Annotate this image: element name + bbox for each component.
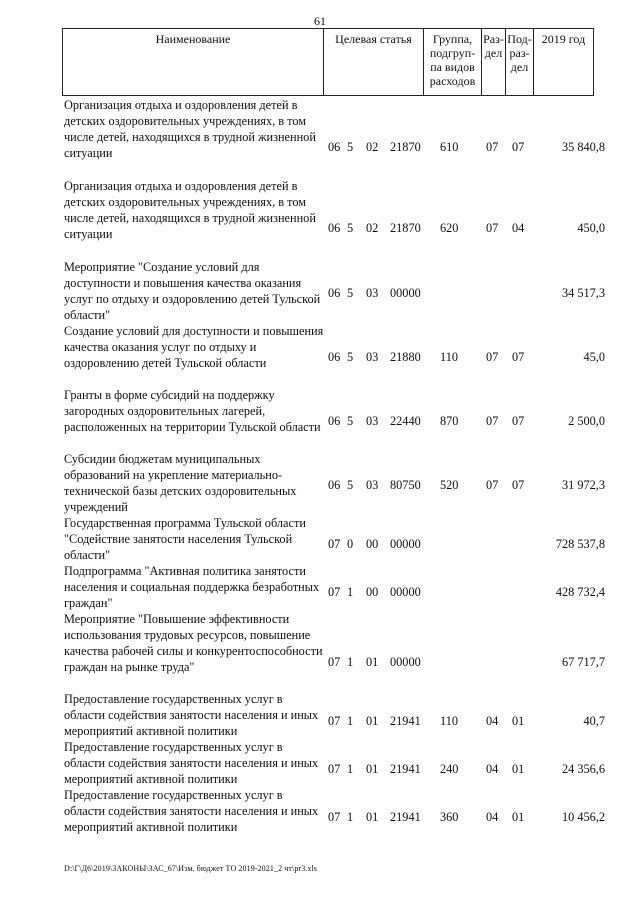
section-code: 04 <box>486 714 499 728</box>
header-name: Наименование <box>62 28 324 96</box>
amount-value: 24 356,6 <box>561 762 605 776</box>
group-code: 520 <box>440 478 459 492</box>
target-part-2: 5 <box>347 286 354 300</box>
row-name: Мероприятие "Создание условий для доступности и повышения качества оказания услуг по отдыху и оздоровлению детей Тульской области" <box>64 260 321 322</box>
subsection-code: 04 <box>512 221 525 235</box>
amount-value: 450,0 <box>577 221 605 235</box>
group-code: 360 <box>440 810 459 824</box>
section-code: 07 <box>486 350 499 364</box>
row-name: Субсидии бюджетам муниципальных образований на укрепление материально-технической базы детских оздоровительных учреждений <box>64 452 297 514</box>
target-part-3: 03 <box>366 350 379 364</box>
target-part-4: 21870 <box>390 140 421 154</box>
subsection-code: 01 <box>512 714 525 728</box>
target-part-3: 00 <box>366 585 379 599</box>
row-name: Гранты в форме субсидий на поддержку загородных оздоровительных лагерей, расположенных на территории Тульской области <box>64 388 321 434</box>
target-part-4: 21880 <box>390 350 421 364</box>
row-name: Организация отдыха и оздоровления детей в детских оздоровительных учреждениях, в том числе детей, находящихся в трудной жизненной ситуации <box>64 179 316 241</box>
subsection-code: 07 <box>512 414 525 428</box>
target-part-1: 07 <box>328 810 341 824</box>
amount-value: 35 840,8 <box>561 140 605 154</box>
header-target: Целевая статья <box>324 28 424 96</box>
header-subsection: Под-раз-дел <box>506 28 534 96</box>
section-code: 04 <box>486 762 499 776</box>
page-number: 61 <box>314 14 326 28</box>
target-part-2: 0 <box>347 537 354 551</box>
row-name: Мероприятие "Повышение эффективности использования трудовых ресурсов, повышение качества рабочей силы и конкурентоспособности граждан на рынке труда" <box>64 612 323 674</box>
target-part-2: 5 <box>347 140 354 154</box>
row-name: Государственная программа Тульской области "Содействие занятости населения Тульской области" <box>64 516 306 562</box>
footer-file-path: D:\Г\Д6\2019\ЗАКОНЫ\ЗАС_67\Изм. бюджет ТО 2019-2021_2 чт\pr3.xls <box>64 864 318 873</box>
row-name: Подпрограмма "Активная политика занятости населения и социальная поддержка безработных граждан" <box>64 564 320 610</box>
target-part-1: 07 <box>328 585 341 599</box>
table-header <box>62 28 594 96</box>
subsection-code: 01 <box>512 762 525 776</box>
target-part-2: 1 <box>347 810 354 824</box>
section-code: 04 <box>486 810 499 824</box>
target-part-4: 21941 <box>390 762 421 776</box>
target-part-2: 1 <box>347 585 354 599</box>
subsection-code: 07 <box>512 350 525 364</box>
section-code: 07 <box>486 221 499 235</box>
target-part-1: 06 <box>328 414 341 428</box>
section-code: 07 <box>486 414 499 428</box>
subsection-code: 07 <box>512 140 525 154</box>
target-part-2: 1 <box>347 714 354 728</box>
target-part-2: 5 <box>347 221 354 235</box>
row-name: Предоставление государственных услуг в области содействия занятости населения и иных мероприятий активной политики <box>64 740 319 786</box>
target-part-3: 02 <box>366 221 379 235</box>
row-name: Предоставление государственных услуг в области содействия занятости населения и иных мероприятий активной политики <box>64 692 319 738</box>
target-part-1: 06 <box>328 286 341 300</box>
target-part-2: 5 <box>347 350 354 364</box>
amount-value: 428 732,4 <box>555 585 605 599</box>
target-part-3: 03 <box>366 414 379 428</box>
target-part-4: 00000 <box>390 655 421 669</box>
target-part-3: 01 <box>366 714 379 728</box>
row-name: Предоставление государственных услуг в области содействия занятости населения и иных мероприятий активной политики <box>64 788 319 834</box>
target-part-1: 06 <box>328 140 341 154</box>
target-part-1: 06 <box>328 350 341 364</box>
target-part-3: 03 <box>366 286 379 300</box>
target-part-4: 00000 <box>390 585 421 599</box>
amount-value: 728 537,8 <box>555 537 605 551</box>
group-code: 620 <box>440 221 459 235</box>
subsection-code: 01 <box>512 810 525 824</box>
group-code: 870 <box>440 414 459 428</box>
target-part-1: 07 <box>328 762 341 776</box>
amount-value: 34 517,3 <box>561 286 605 300</box>
row-name: Организация отдыха и оздоровления детей в детских оздоровительных учреждениях, в том числе детей, находящихся в трудной жизненной ситуации <box>64 98 316 160</box>
target-part-1: 07 <box>328 655 341 669</box>
target-part-4: 00000 <box>390 537 421 551</box>
target-part-4: 21941 <box>390 714 421 728</box>
target-part-3: 00 <box>366 537 379 551</box>
amount-value: 67 717,7 <box>561 655 605 669</box>
group-code: 240 <box>440 762 459 776</box>
amount-value: 2 500,0 <box>568 414 605 428</box>
target-part-1: 07 <box>328 714 341 728</box>
target-part-3: 01 <box>366 810 379 824</box>
target-part-4: 22440 <box>390 414 421 428</box>
target-part-2: 5 <box>347 414 354 428</box>
header-group: Группа, подгруп-па видов расходов <box>424 28 482 96</box>
target-part-2: 5 <box>347 478 354 492</box>
row-name: Создание условий для доступности и повышения качества оказания услуг по отдыху и оздоровлению детей Тульской области <box>64 324 324 370</box>
target-part-4: 21870 <box>390 221 421 235</box>
subsection-code: 07 <box>512 478 525 492</box>
target-part-4: 00000 <box>390 286 421 300</box>
group-code: 110 <box>440 350 458 364</box>
target-part-3: 03 <box>366 478 379 492</box>
group-code: 610 <box>440 140 459 154</box>
target-part-4: 21941 <box>390 810 421 824</box>
amount-value: 45,0 <box>583 350 605 364</box>
header-year: 2019 год <box>534 28 594 96</box>
section-code: 07 <box>486 478 499 492</box>
target-part-1: 06 <box>328 221 341 235</box>
target-part-3: 01 <box>366 762 379 776</box>
target-part-1: 06 <box>328 478 341 492</box>
target-part-2: 1 <box>347 762 354 776</box>
target-part-2: 1 <box>347 655 354 669</box>
amount-value: 31 972,3 <box>561 478 605 492</box>
group-code: 110 <box>440 714 458 728</box>
target-part-3: 02 <box>366 140 379 154</box>
amount-value: 40,7 <box>583 714 605 728</box>
section-code: 07 <box>486 140 499 154</box>
target-part-3: 01 <box>366 655 379 669</box>
header-section: Раз-дел <box>482 28 506 96</box>
target-part-4: 80750 <box>390 478 421 492</box>
target-part-1: 07 <box>328 537 341 551</box>
amount-value: 10 456,2 <box>561 810 605 824</box>
